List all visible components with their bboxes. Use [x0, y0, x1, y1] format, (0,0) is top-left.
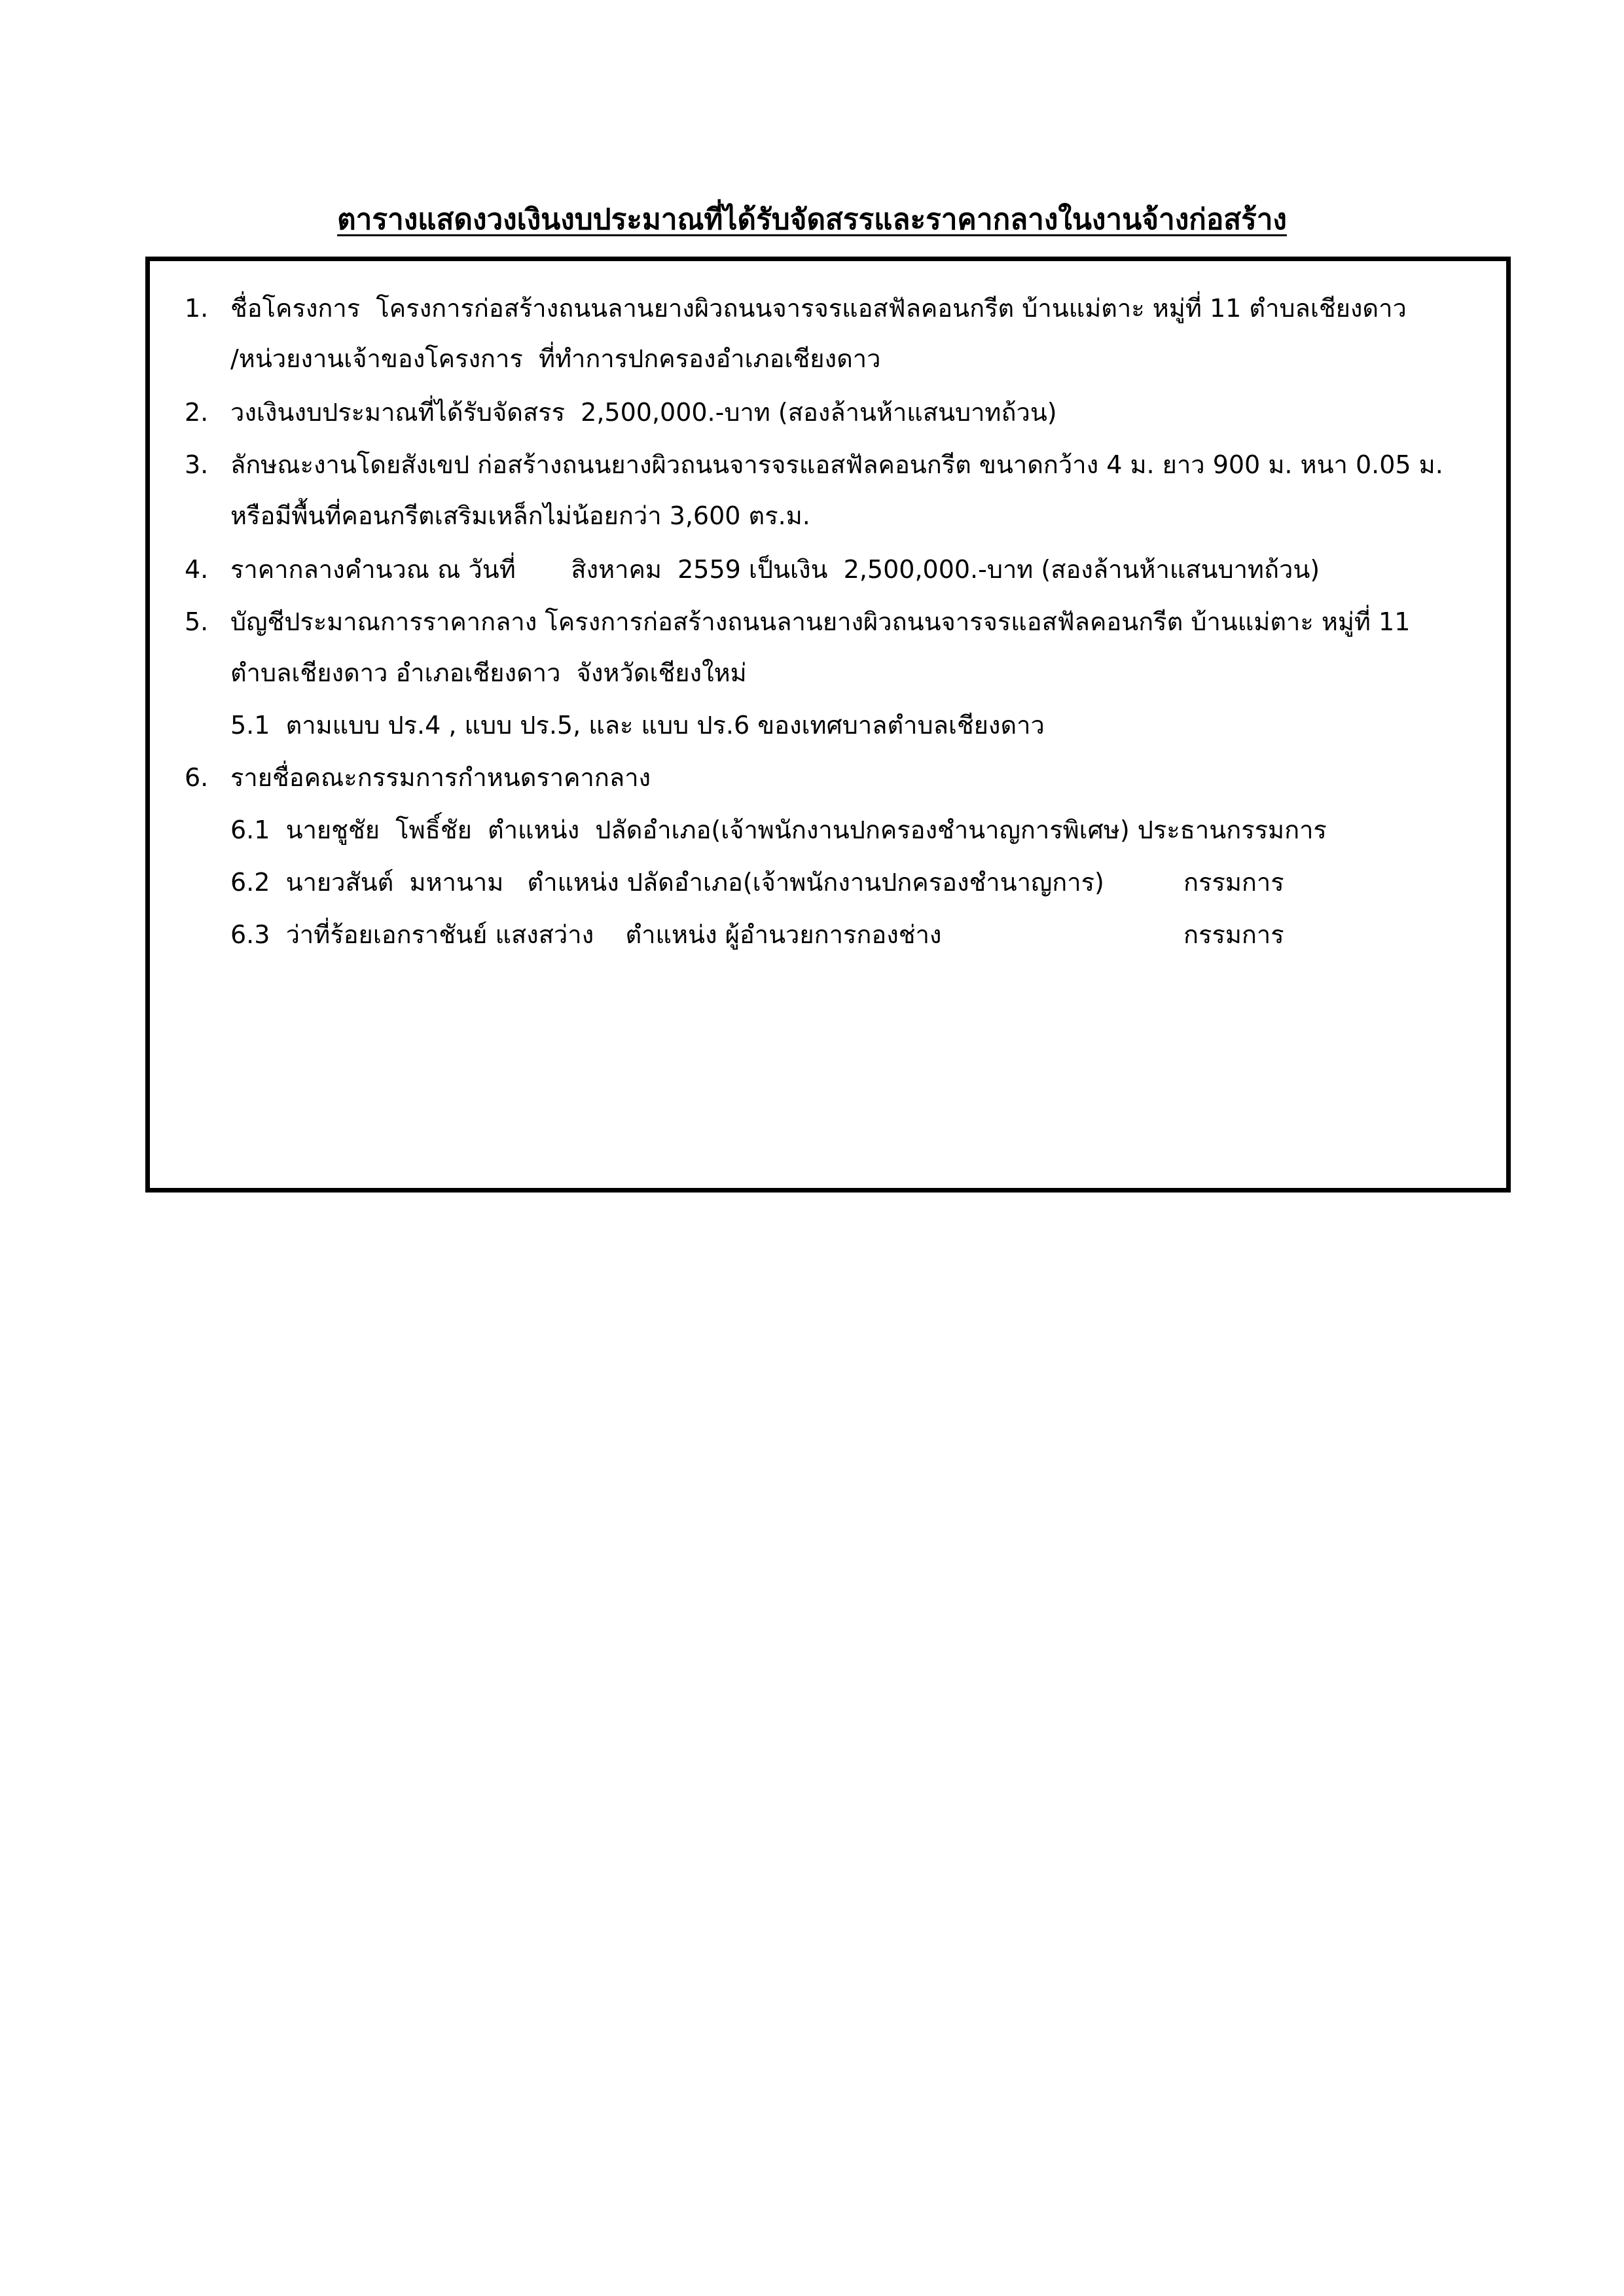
item-1-line-2: /หน่วยงานเจ้าของโครงการ ที่ทำการปกครองอำเภอเชียงดาว [230, 344, 881, 373]
item-3-line-1: ลักษณะงานโดยสังเขป ก่อสร้างถนนยางผิวถนนจารจรแอสฟัลคอนกรีต ขนาดกว้าง 4 ม. ยาว 900 ม. หนา 0.05 ม. [230, 450, 1443, 479]
item-number: 2. [185, 398, 209, 427]
item-number: 3. [185, 450, 209, 479]
item-4-line-1: ราคากลางคำนวณ ณ วันที่ สิงหาคม 2559 เป็นเงิน 2,500,000.-บาท (สองล้านห้าแสนบาทถ้วน) [230, 555, 1320, 584]
committee-member-1: 6.1 นายชูชัย โพธิ์ชัย ตำแหน่ง ปลัดอำเภอ(เจ้าพนักงานปกครองชำนาญการพิเศษ) ประธานกรรมการ [230, 816, 1327, 844]
item-number: 1. [185, 294, 209, 323]
item-6-line-1: รายชื่อคณะกรรมการกำหนดราคากลาง [230, 763, 651, 792]
item-1-line-1: ชื่อโครงการ โครงการก่อสร้างถนนลานยางผิวถนนจารจรแอสฟัลคอนกรีต บ้านแม่ตาะ หมู่ที่ 11 ตำบลเชียงดาว [230, 294, 1407, 323]
item-number: 5. [185, 607, 209, 636]
committee-member-3-role: กรรมการ [1183, 920, 1284, 949]
item-2-line-1: วงเงินงบประมาณที่ได้รับจัดสรร 2,500,000.-บาท (สองล้านห้าแสนบาทถ้วน) [230, 398, 1057, 427]
item-number: 4. [185, 555, 209, 584]
item-5-line-2: ตำบลเชียงดาว อำเภอเชียงดาว จังหวัดเชียงใหม่ [230, 658, 747, 687]
document-title: ตารางแสดงวงเงินงบประมาณที่ได้รับจัดสรรและราคากลางในงานจ้างก่อสร้าง [337, 203, 1287, 236]
committee-member-2-role: กรรมการ [1183, 868, 1284, 897]
item-3-line-2: หรือมีพื้นที่คอนกรีตเสริมเหล็กไม่น้อยกว่า 3,600 ตร.ม. [230, 501, 810, 530]
committee-member-2: 6.2 นายวสันต์ มหานาม ตำแหน่ง ปลัดอำเภอ(เจ้าพนักงานปกครองชำนาญการ) [230, 868, 1104, 897]
committee-member-3: 6.3 ว่าที่ร้อยเอกราชันย์ แสงสว่าง ตำแหน่ง ผู้อำนวยการกองช่าง [230, 920, 942, 949]
item-number: 6. [185, 763, 209, 792]
item-5-line-1: บัญชีประมาณการราคากลาง โครงการก่อสร้างถนนลานยางผิวถนนจารจรแอสฟัลคอนกรีต บ้านแม่ตาะ หมู่ที่ 11 [230, 607, 1411, 636]
item-5-sub-1: 5.1 ตามแบบ ปร.4 , แบบ ปร.5, และ แบบ ปร.6 ของเทศบาลตำบลเชียงดาว [230, 711, 1045, 740]
